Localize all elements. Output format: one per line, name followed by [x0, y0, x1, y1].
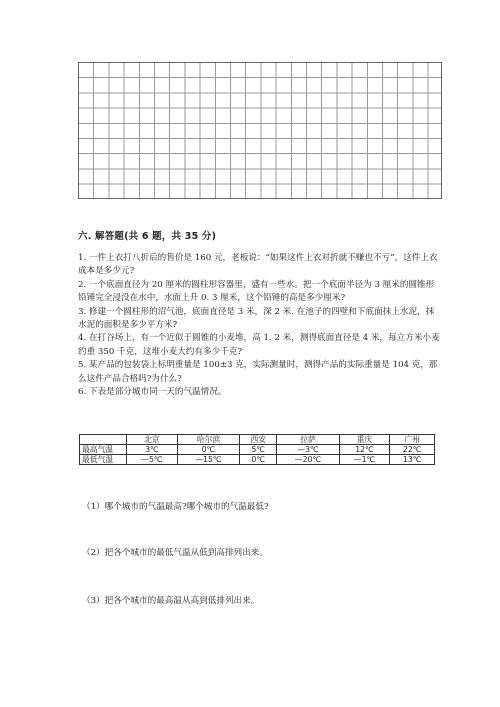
- problem-5: 5. 某产品的包装袋上标明重量是 100±3 克，实际测量时，测得产品的实际重量是 104 克，那么这件产品合格吗?为什么?: [78, 360, 438, 384]
- city-header: 重庆: [339, 435, 390, 445]
- city-header: 拉萨: [277, 435, 339, 445]
- table-row: [80, 455, 435, 465]
- table-cell: 13℃: [390, 455, 435, 465]
- row-label: 最高气温: [80, 445, 127, 455]
- problem-list: [78, 252, 440, 399]
- table-cell: —20℃: [277, 455, 339, 465]
- row-label: 最低气温: [80, 455, 127, 465]
- sub-question-1: （1）哪个城市的气温最高?哪个城市的气温最低?: [82, 502, 269, 512]
- writing-grid: [78, 62, 442, 199]
- city-header: 哈尔滨: [177, 435, 239, 445]
- city-header: 北京: [127, 435, 178, 445]
- table-cell: —3℃: [277, 445, 339, 455]
- temperature-table: [79, 434, 435, 465]
- table-cell: 22℃: [390, 445, 435, 455]
- sub-question-3: （3）把各个城市的最高温从高到低排列出来。: [82, 596, 260, 606]
- problem-4: 4. 在打谷场上，有一个近似于圆锥的小麦堆，高 1. 2 米，测得底面直径是 4 米，每立方米小麦约重 350 千克，这堆小麦大约有多少千克?: [78, 333, 440, 357]
- sub-question-2: （2）把各个城市的最低气温从低到高排列出来。: [82, 548, 268, 558]
- table-row: [80, 445, 435, 455]
- table-cell: —5℃: [127, 455, 178, 465]
- problem-6: 6. 下表是部分城市同一天的气温情况。: [78, 387, 227, 398]
- table-cell: —15℃: [177, 455, 239, 465]
- problem-3: 3. 修建一个圆柱形的沼气池，底面直径是 3 米，深 2 米. 在池子的四壁和下底面抹上水泥，抹水泥的面积是多少平方米?: [78, 306, 435, 331]
- table-cell: —1℃: [339, 455, 390, 465]
- city-header: 西安: [239, 435, 277, 445]
- city-header: 广州: [390, 435, 435, 445]
- problem-1: 1. 一件上衣打八折后的售价是 160 元，老板说：“如果这件上衣对折就不赚也不亏”，这件上衣成本是多少元?: [78, 253, 438, 277]
- table-cell: 0℃: [177, 445, 239, 455]
- table-cell: 0℃: [239, 455, 277, 465]
- section-title: 六. 解答题(共 6 题，共 35 分): [78, 231, 217, 242]
- table-cell: 3℃: [127, 445, 178, 455]
- table-cell: 5℃: [239, 445, 277, 455]
- table-corner-cell: [80, 435, 127, 445]
- table-header-row: [80, 435, 435, 445]
- table-cell: 12℃: [339, 445, 390, 455]
- problem-2: 2. 一个底面直径为 20 厘米的圆柱形容器里，盛有一些水。把一个底面半径为 3 厘米的圆锥形铅锤完全浸没在水中，水面上升 0. 3 厘米，这个铅锤的高是多少厘米?: [78, 279, 435, 304]
